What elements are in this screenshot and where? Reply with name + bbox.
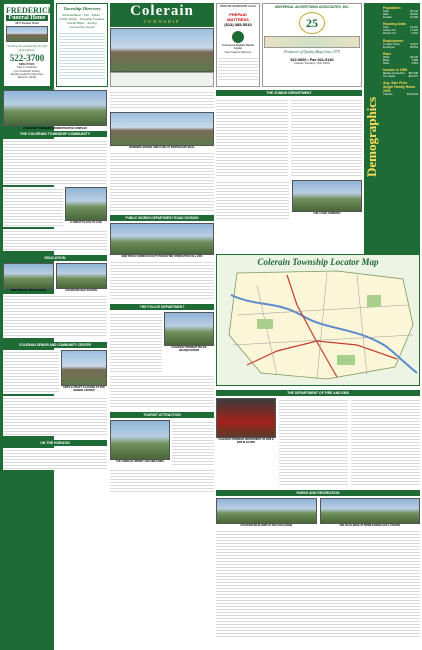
stat-row: Male 28,962 bbox=[383, 13, 418, 17]
colerain-high-photo bbox=[56, 263, 107, 289]
stat-row: Per Capita $22,167 bbox=[383, 75, 418, 79]
universal-tagline: Producers of Quality Maps Since 1975 bbox=[284, 50, 340, 54]
stat-population bbox=[383, 6, 418, 19]
demographics-stats bbox=[383, 6, 418, 96]
prepaid-mattress-ad bbox=[216, 3, 260, 87]
funeral-home-name: FREDERICK bbox=[6, 6, 55, 15]
wildlands-caption: COLERAIN WILDLANDS AT THE CHALLENGE bbox=[240, 524, 293, 527]
fire-header: THE DEPARTMENT OF FIRE AND EMS bbox=[216, 390, 420, 396]
director-1: Paul S. Frederick bbox=[17, 66, 37, 70]
golf-block bbox=[320, 498, 421, 527]
parks-text bbox=[216, 529, 420, 637]
universal-address: Colerain Township, Ohio 45231 bbox=[294, 62, 330, 65]
cadiz-caption: THE CADIZ COMPANY bbox=[313, 212, 341, 215]
funeral-home-ad bbox=[3, 3, 55, 87]
winery-photo-block bbox=[110, 420, 170, 466]
senior-caption: ARTS & CRAFT CLASSES AT THE SENIOR CENTER bbox=[63, 386, 105, 392]
wildlands-block bbox=[216, 498, 317, 527]
public-works-caption: NEW PUBLIC WORKS FACILITY PROJECTED COMPLETION FALL 2004 bbox=[121, 255, 203, 258]
parks-photos bbox=[216, 498, 420, 527]
universal-badge bbox=[299, 12, 325, 34]
police-text-2 bbox=[110, 374, 214, 408]
zoning-text-2 bbox=[291, 98, 363, 178]
park-area-3 bbox=[337, 355, 355, 365]
cadiz-photo-block bbox=[292, 180, 362, 220]
funeral-home-photo bbox=[6, 26, 48, 42]
senior-photo-block bbox=[61, 350, 107, 394]
header-title: Colerain bbox=[130, 3, 194, 19]
funeral-home-tagline: "Serving the community for four generations" bbox=[6, 44, 48, 53]
public-works-photo bbox=[110, 223, 214, 255]
education-text bbox=[3, 294, 107, 338]
directory-title: Township Directory bbox=[63, 6, 101, 11]
funeral-home-subtitle: Funeral Home bbox=[6, 15, 48, 21]
police-text bbox=[110, 312, 162, 372]
tourist-text bbox=[172, 420, 214, 466]
fire-photo-block bbox=[216, 398, 276, 486]
map-title: Colerain Township Locator Map bbox=[257, 257, 379, 267]
dental-body bbox=[218, 56, 258, 80]
directory-lines bbox=[59, 31, 105, 81]
parks-section bbox=[216, 490, 420, 647]
header-photo-shadow bbox=[110, 72, 214, 87]
left-column bbox=[3, 90, 107, 647]
police-photo bbox=[164, 312, 214, 346]
dental-name: Connect & Implant Dental Center bbox=[222, 44, 254, 51]
northwest-photo bbox=[3, 263, 54, 289]
senior-row bbox=[3, 350, 107, 394]
township-directory bbox=[56, 3, 108, 87]
funeral-home-address: 2377 Kemper Road bbox=[15, 22, 39, 25]
senior-text bbox=[3, 350, 59, 394]
stat-row: Renter Occ. 5,322 bbox=[383, 32, 418, 36]
senior-photo bbox=[61, 350, 107, 386]
tourist-text-2 bbox=[110, 468, 214, 492]
directory-body: Administration · Fire · Police · Public Works · Township Trustees · Fiscal Officer · Zoning · Community Center bbox=[59, 13, 105, 29]
winery-photo bbox=[110, 420, 170, 460]
demographics-title: Demographics bbox=[364, 96, 379, 178]
locator-map[interactable] bbox=[216, 254, 420, 386]
universal-badge-number: 25 bbox=[306, 16, 318, 30]
community-header: THE COLERAIN TOWNSHIP COMMUNITY bbox=[3, 131, 107, 137]
golf-photo bbox=[320, 498, 421, 524]
public-works-text bbox=[110, 260, 214, 300]
stat-home-price bbox=[383, 81, 418, 96]
directors-title: DIRECTORS: bbox=[18, 63, 36, 67]
fire-caption: COLERAIN TOWNSHIP DEPARTMENT OF FIRE & EMS IN ACTION bbox=[218, 438, 274, 444]
stat-row: Total 60,144 bbox=[383, 10, 418, 13]
fire-text-2 bbox=[351, 398, 420, 486]
cadiz-row bbox=[216, 180, 362, 220]
stat-row: White 49,236 bbox=[383, 55, 418, 59]
senior-header: COLERAIN SENIOR AND COMMUNITY CENTER bbox=[3, 342, 107, 348]
stat-row: Total 24,161 bbox=[383, 26, 418, 30]
dental-logo bbox=[232, 31, 244, 43]
prepaid-phone[interactable]: (513) 385-5510 bbox=[224, 22, 252, 28]
zoning-text-3 bbox=[216, 180, 289, 220]
middle-text-1 bbox=[110, 90, 214, 110]
stat-income-label: Income in 1999 bbox=[383, 68, 408, 73]
place-photo-block bbox=[65, 187, 107, 227]
horizon-header: ON THE HORIZON bbox=[3, 440, 107, 446]
community-row bbox=[3, 187, 107, 227]
zoning-text-1 bbox=[216, 98, 288, 178]
wildlands-photo bbox=[216, 498, 317, 524]
community-text bbox=[3, 139, 107, 185]
stat-race bbox=[383, 52, 418, 65]
admin-complex-caption: COLERAIN TOWNSHIP ADMINISTRATIVE COMPLEX bbox=[22, 127, 88, 130]
middle-text-2 bbox=[110, 151, 214, 211]
demographics-panel bbox=[364, 3, 420, 273]
stat-row: Colerain $131,524 bbox=[383, 93, 418, 97]
colerain-high-caption: COLERAIN HIGH SCHOOL bbox=[65, 289, 98, 292]
admin-complex-photo bbox=[3, 90, 107, 126]
funeral-home-phone[interactable]: 522-3700 bbox=[9, 53, 45, 64]
township-boundary bbox=[229, 271, 413, 379]
stat-income bbox=[383, 68, 418, 78]
stat-population-label: Population bbox=[383, 6, 401, 10]
place-caption: A GREAT PLACE TO LIVE bbox=[70, 221, 102, 224]
zoning-section bbox=[216, 90, 362, 250]
education-header: EDUCATION bbox=[3, 255, 107, 261]
tourist-row bbox=[110, 420, 214, 466]
fire-photo bbox=[216, 398, 276, 438]
stat-row: Black 7,989 bbox=[383, 58, 418, 62]
winery-caption: THE VINOKLET WINERY AND VINEYARDS bbox=[116, 460, 164, 463]
stat-row: In Labor Force 31,873 bbox=[383, 42, 418, 46]
stat-race-label: Race bbox=[383, 51, 392, 56]
stat-row: Female 31,182 bbox=[383, 16, 418, 20]
director-4: Robert F. Hinkle bbox=[17, 76, 37, 80]
northwest-caption: NORTHWEST HIGH SCHOOL bbox=[10, 289, 47, 292]
community-text-2 bbox=[3, 187, 63, 227]
northwest-block bbox=[3, 263, 54, 292]
police-photo-block bbox=[164, 312, 214, 372]
police-header: THE POLICE DEPARTMENT bbox=[110, 304, 214, 310]
stat-home-price-label: Avg. Sale Price Single Family Home 2002 bbox=[383, 81, 416, 94]
park-area-2 bbox=[367, 295, 381, 307]
universal-name: UNIVERSAL ADVERTISING ASSOCIATES, INC. bbox=[274, 5, 350, 9]
director-3: Sandra Frederick Schumann bbox=[10, 72, 44, 76]
colerain-high-block bbox=[56, 263, 107, 292]
borders-photo bbox=[110, 112, 214, 146]
fire-row bbox=[216, 398, 420, 486]
place-photo bbox=[65, 187, 107, 221]
stat-housing-label: Housing Units bbox=[383, 22, 406, 27]
police-row bbox=[110, 312, 214, 372]
horizon-text bbox=[3, 448, 107, 470]
police-caption: COLERAIN TOWNSHIP POLICE HEADQUARTERS bbox=[171, 346, 207, 352]
header-subtitle: TOWNSHIP bbox=[143, 19, 181, 24]
senior-text-2 bbox=[3, 396, 107, 436]
header-photo bbox=[110, 28, 214, 72]
zoning-text-cols bbox=[216, 98, 362, 178]
fire-text-1 bbox=[279, 398, 348, 486]
golf-caption: THE CHALLENGE AT PEBBLECREEK GOLF COURSE bbox=[339, 524, 401, 527]
tourist-header: TOURIST ATTRACTION bbox=[110, 412, 214, 418]
director-2: Lynn Frederick Vockey bbox=[13, 69, 41, 73]
zoning-header: THE ZONING DEPARTMENT bbox=[216, 90, 362, 96]
stat-employment-label: Employment bbox=[383, 38, 404, 43]
cadiz-photo bbox=[292, 180, 362, 212]
universal-advertising-ad bbox=[262, 3, 362, 87]
universal-map-image bbox=[264, 36, 360, 48]
prepaid-title: PREPAID MATTRESS bbox=[227, 12, 249, 23]
header-banner bbox=[110, 3, 214, 27]
stat-employment bbox=[383, 39, 418, 49]
universal-phone[interactable]: 522-9000 • Fax 521-9130 bbox=[290, 58, 334, 62]
parks-header: PARKS AND RECREATION bbox=[216, 490, 420, 496]
prepaid-head: NOW ON AN INSTANT CASH bbox=[220, 5, 256, 8]
stat-row: Other 2,919 bbox=[383, 61, 418, 65]
dental-note: New Patients Welcome bbox=[224, 50, 252, 54]
stat-row: Owner Occ. 17,920 bbox=[383, 29, 418, 33]
fire-section bbox=[216, 390, 420, 486]
borders-caption: BORDERS BOOKS AND CAFE AT NORTHGATE MALL bbox=[129, 146, 195, 149]
stat-row: Median Household $51,908 bbox=[383, 72, 418, 76]
stat-row: Employed 30,551 bbox=[383, 45, 418, 49]
middle-column bbox=[110, 90, 214, 647]
map-graphic bbox=[217, 255, 420, 386]
public-works-header: PUBLIC WORKS DEPARTMENT ROAD DIVISION bbox=[110, 215, 214, 221]
park-area-1 bbox=[257, 319, 273, 329]
stat-housing bbox=[383, 22, 418, 35]
education-photos bbox=[3, 263, 107, 292]
community-text-3 bbox=[3, 229, 107, 251]
